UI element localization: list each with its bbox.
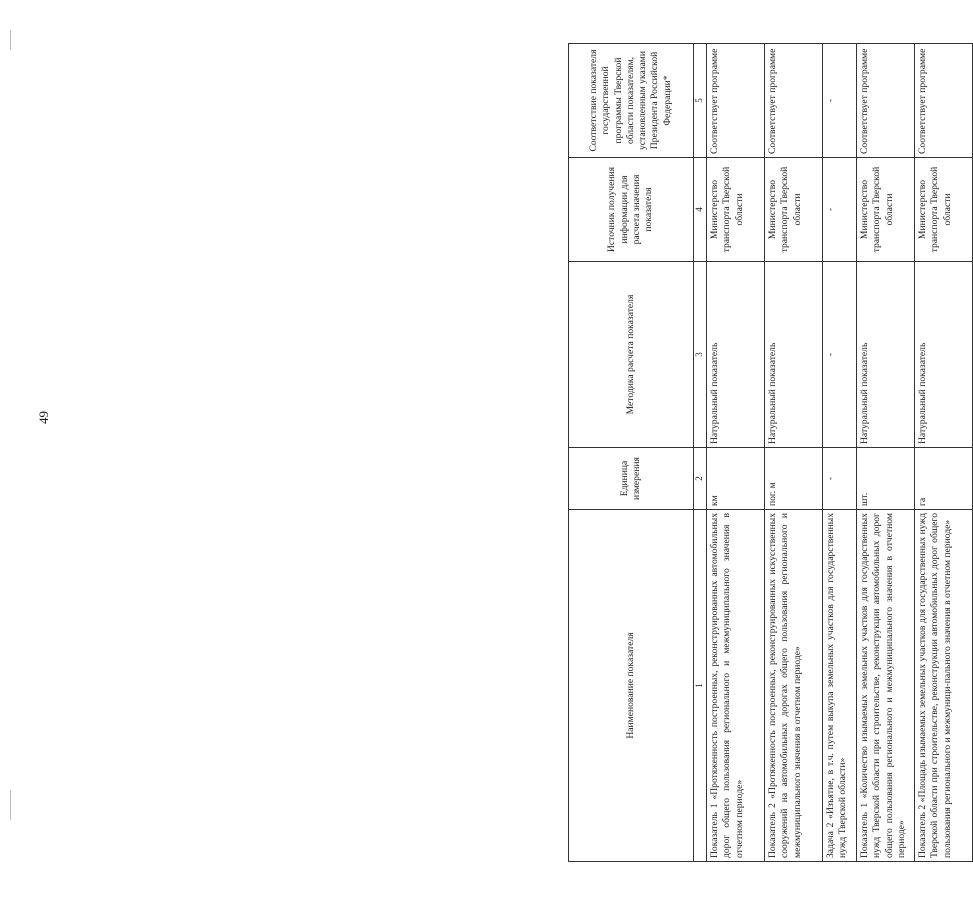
cell-name: Показатель 2 «Площадь изымаемых земельных участков для государственных нужд Тверской области при строительстве, реконструкции автомобильных дорог общего пользования регионального и межмуници-пального значения в отчетном периоде»	[915, 510, 973, 862]
cell-unit: га	[915, 448, 973, 510]
header-name: Наименование показателя	[569, 510, 694, 862]
cell-name: Показатель 2 «Протяженность построенных, реконструированных искусственных сооружений на автомобильных дорогах общего пользования регионального и межмуниципального значения в отчетном периоде»	[765, 510, 823, 862]
table-header-row	[569, 44, 694, 862]
cell-name: Задача 2 «Изъятие, в т.ч. путем выкупа земельных участков для государственных нужд Тверской области»	[823, 510, 857, 862]
cell-method: -	[823, 262, 857, 448]
header-unit: Единица измерения	[569, 448, 694, 510]
indicator-table	[568, 43, 973, 862]
cell-method: Натуральный показатель	[857, 262, 915, 448]
cell-unit: км	[707, 448, 765, 510]
scan-edge-mark	[10, 790, 11, 820]
cell-unit: пог. м	[765, 448, 823, 510]
table-row	[707, 44, 765, 862]
page-number: 49	[36, 411, 51, 424]
cell-unit: шт.	[857, 448, 915, 510]
cell-source: Министерство транспорта Тверской области	[915, 158, 973, 262]
cell-name: Показатель 1 «Протяженность построенных, реконструированных автомобильных дорог общего пользования регионального и межмуниципального значения в отчетном периоде»	[707, 510, 765, 862]
table-number-row	[694, 44, 707, 862]
cell-compliance: Соответствует программе	[857, 44, 915, 158]
cell-source: Министерство транспорта Тверской области	[857, 158, 915, 262]
column-number: 5	[694, 44, 707, 158]
indicator-table-rotated	[568, 44, 968, 862]
cell-compliance: Соответствует программе	[765, 44, 823, 158]
cell-compliance: Соответствует программе	[707, 44, 765, 158]
header-compliance: Соответствие показателя государственной программы Тверской области показателям, установленным указами Президента Российской Федерации*	[569, 44, 694, 158]
header-source: Источник получения информации для расчета значения показателя	[569, 158, 694, 262]
column-number: 4	[694, 158, 707, 262]
cell-compliance: -	[823, 44, 857, 158]
column-number: 3	[694, 262, 707, 448]
column-number: 2	[694, 448, 707, 510]
table-row	[915, 44, 973, 862]
cell-name: Показатель 1 «Количество изымаемых земельных участков для государственных нужд Тверской области при строительстве, реконструкции автомобильных дорог общего пользования регионального и межмуниципального значения в отчетном периоде»	[857, 510, 915, 862]
table-row	[765, 44, 823, 862]
table-row	[823, 44, 857, 862]
cell-method: Натуральный показатель	[707, 262, 765, 448]
cell-method: Натуральный показатель	[915, 262, 973, 448]
cell-compliance: Соответствует программе	[915, 44, 973, 158]
table-row	[857, 44, 915, 862]
scan-edge-mark	[10, 30, 11, 50]
cell-source: -	[823, 158, 857, 262]
cell-source: Министерство транспорта Тверской области	[707, 158, 765, 262]
cell-unit: -	[823, 448, 857, 510]
header-method: Методика расчета показателя	[569, 262, 694, 448]
cell-method: Натуральный показатель	[765, 262, 823, 448]
column-number: 1	[694, 510, 707, 862]
cell-source: Министерство транспорта Тверской области	[765, 158, 823, 262]
